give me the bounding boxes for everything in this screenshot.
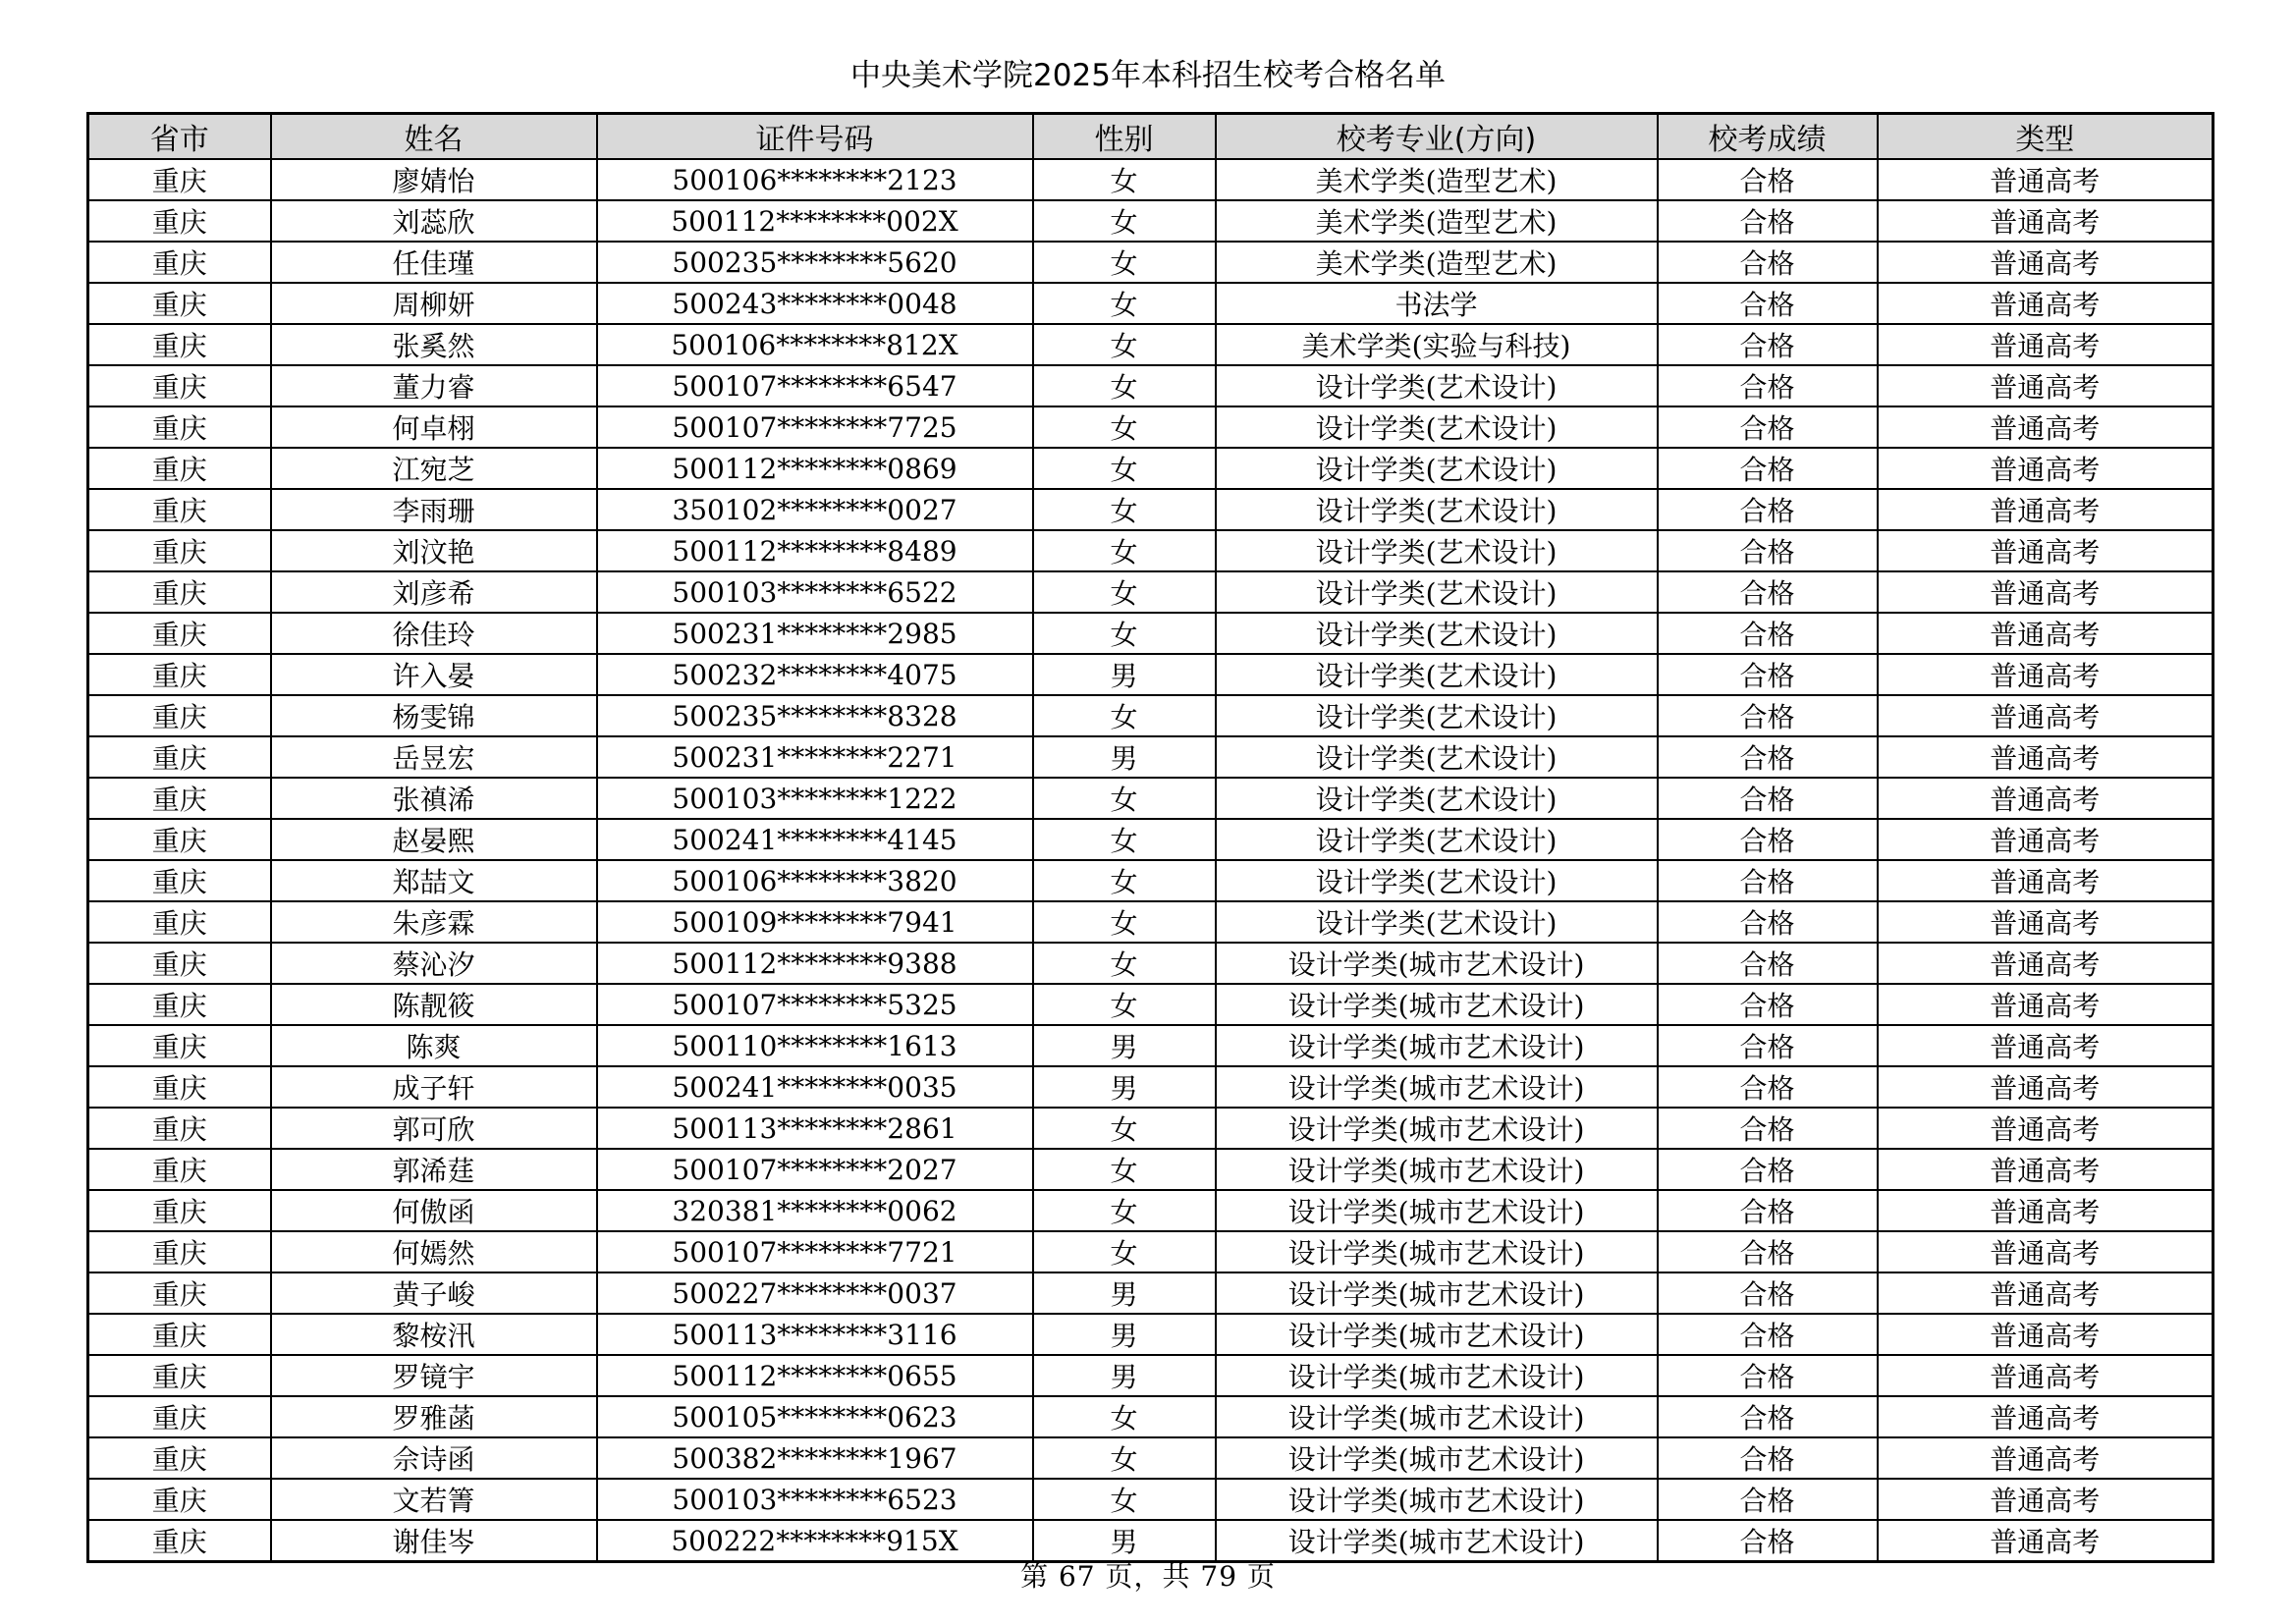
province-cell: 重庆: [88, 406, 271, 448]
id-number-cell: 500227********0037: [597, 1272, 1033, 1314]
type-cell: 普通高考: [1878, 1272, 2214, 1314]
table-row: [88, 324, 2214, 365]
gender-cell: 女: [1033, 819, 1216, 860]
province-cell: 重庆: [88, 819, 271, 860]
table-row: [88, 1272, 2214, 1314]
type-cell: 普通高考: [1878, 242, 2214, 283]
major-cell: 设计学类(艺术设计): [1216, 654, 1658, 695]
major-cell: 设计学类(城市艺术设计): [1216, 943, 1658, 984]
major-cell: 设计学类(城市艺术设计): [1216, 1520, 1658, 1562]
major-cell: 设计学类(艺术设计): [1216, 736, 1658, 778]
result-cell: 合格: [1658, 406, 1878, 448]
name-cell: 赵晏熙: [271, 819, 597, 860]
table-row: [88, 778, 2214, 819]
province-cell: 重庆: [88, 242, 271, 283]
type-cell: 普通高考: [1878, 530, 2214, 571]
type-cell: 普通高考: [1878, 1149, 2214, 1190]
result-cell: 合格: [1658, 1272, 1878, 1314]
type-cell: 普通高考: [1878, 736, 2214, 778]
id-number-cell: 500222********915X: [597, 1520, 1033, 1562]
table-row: [88, 819, 2214, 860]
result-cell: 合格: [1658, 1355, 1878, 1396]
id-number-cell: 500103********6522: [597, 571, 1033, 613]
id-number-cell: 500105********0623: [597, 1396, 1033, 1437]
id-number-cell: 500241********0035: [597, 1066, 1033, 1108]
name-cell: 张奚然: [271, 324, 597, 365]
column-header-major: 校考专业(方向): [1216, 114, 1658, 160]
table-row: [88, 1396, 2214, 1437]
major-cell: 设计学类(城市艺术设计): [1216, 1314, 1658, 1355]
table-header-row: [88, 114, 2214, 160]
gender-cell: 女: [1033, 406, 1216, 448]
province-cell: 重庆: [88, 1520, 271, 1562]
id-number-cell: 500112********8489: [597, 530, 1033, 571]
result-cell: 合格: [1658, 1231, 1878, 1272]
gender-cell: 女: [1033, 365, 1216, 406]
province-cell: 重庆: [88, 1396, 271, 1437]
province-cell: 重庆: [88, 1025, 271, 1066]
name-cell: 江宛芝: [271, 448, 597, 489]
result-cell: 合格: [1658, 654, 1878, 695]
table-row: [88, 1108, 2214, 1149]
province-cell: 重庆: [88, 778, 271, 819]
result-cell: 合格: [1658, 283, 1878, 324]
type-cell: 普通高考: [1878, 1479, 2214, 1520]
table-row: [88, 736, 2214, 778]
type-cell: 普通高考: [1878, 778, 2214, 819]
result-cell: 合格: [1658, 530, 1878, 571]
name-cell: 廖婧怡: [271, 159, 597, 200]
gender-cell: 女: [1033, 1108, 1216, 1149]
province-cell: 重庆: [88, 489, 271, 530]
name-cell: 董力睿: [271, 365, 597, 406]
province-cell: 重庆: [88, 1190, 271, 1231]
province-cell: 重庆: [88, 159, 271, 200]
id-number-cell: 320381********0062: [597, 1190, 1033, 1231]
name-cell: 佘诗函: [271, 1437, 597, 1479]
type-cell: 普通高考: [1878, 283, 2214, 324]
major-cell: 设计学类(城市艺术设计): [1216, 1066, 1658, 1108]
table-row: [88, 860, 2214, 901]
result-cell: 合格: [1658, 1066, 1878, 1108]
major-cell: 美术学类(实验与科技): [1216, 324, 1658, 365]
table-row: [88, 200, 2214, 242]
gender-cell: 女: [1033, 695, 1216, 736]
column-header-gender: 性别: [1033, 114, 1216, 160]
id-number-cell: 500109********7941: [597, 901, 1033, 943]
gender-cell: 男: [1033, 736, 1216, 778]
gender-cell: 女: [1033, 943, 1216, 984]
gender-cell: 女: [1033, 1479, 1216, 1520]
table-row: [88, 283, 2214, 324]
province-cell: 重庆: [88, 283, 271, 324]
result-cell: 合格: [1658, 1314, 1878, 1355]
gender-cell: 男: [1033, 1272, 1216, 1314]
id-number-cell: 500112********002X: [597, 200, 1033, 242]
name-cell: 刘蕊欣: [271, 200, 597, 242]
major-cell: 设计学类(艺术设计): [1216, 819, 1658, 860]
gender-cell: 女: [1033, 571, 1216, 613]
name-cell: 张禛浠: [271, 778, 597, 819]
result-cell: 合格: [1658, 860, 1878, 901]
major-cell: 设计学类(城市艺术设计): [1216, 1108, 1658, 1149]
name-cell: 罗镜宇: [271, 1355, 597, 1396]
province-cell: 重庆: [88, 1231, 271, 1272]
id-number-cell: 500382********1967: [597, 1437, 1033, 1479]
result-cell: 合格: [1658, 365, 1878, 406]
result-cell: 合格: [1658, 200, 1878, 242]
type-cell: 普通高考: [1878, 1314, 2214, 1355]
name-cell: 谢佳岑: [271, 1520, 597, 1562]
gender-cell: 男: [1033, 1066, 1216, 1108]
major-cell: 设计学类(城市艺术设计): [1216, 984, 1658, 1025]
province-cell: 重庆: [88, 530, 271, 571]
type-cell: 普通高考: [1878, 613, 2214, 654]
column-header-province: 省市: [88, 114, 271, 160]
result-cell: 合格: [1658, 984, 1878, 1025]
province-cell: 重庆: [88, 448, 271, 489]
table-row: [88, 1355, 2214, 1396]
table-row: [88, 984, 2214, 1025]
name-cell: 何傲函: [271, 1190, 597, 1231]
major-cell: 设计学类(城市艺术设计): [1216, 1272, 1658, 1314]
gender-cell: 男: [1033, 1314, 1216, 1355]
major-cell: 设计学类(艺术设计): [1216, 860, 1658, 901]
name-cell: 郑喆文: [271, 860, 597, 901]
table-row: [88, 365, 2214, 406]
column-header-name: 姓名: [271, 114, 597, 160]
name-cell: 蔡沁汐: [271, 943, 597, 984]
major-cell: 书法学: [1216, 283, 1658, 324]
table-row: [88, 406, 2214, 448]
gender-cell: 女: [1033, 489, 1216, 530]
province-cell: 重庆: [88, 860, 271, 901]
table-row: [88, 695, 2214, 736]
gender-cell: 女: [1033, 1396, 1216, 1437]
result-cell: 合格: [1658, 1149, 1878, 1190]
type-cell: 普通高考: [1878, 1066, 2214, 1108]
major-cell: 设计学类(艺术设计): [1216, 448, 1658, 489]
name-cell: 刘彦希: [271, 571, 597, 613]
id-number-cell: 500103********1222: [597, 778, 1033, 819]
column-header-id-number: 证件号码: [597, 114, 1033, 160]
province-cell: 重庆: [88, 365, 271, 406]
type-cell: 普通高考: [1878, 901, 2214, 943]
name-cell: 徐佳玲: [271, 613, 597, 654]
type-cell: 普通高考: [1878, 1190, 2214, 1231]
id-number-cell: 500106********3820: [597, 860, 1033, 901]
id-number-cell: 500106********2123: [597, 159, 1033, 200]
type-cell: 普通高考: [1878, 943, 2214, 984]
table-row: [88, 489, 2214, 530]
name-cell: 任佳瑾: [271, 242, 597, 283]
major-cell: 美术学类(造型艺术): [1216, 200, 1658, 242]
result-cell: 合格: [1658, 778, 1878, 819]
province-cell: 重庆: [88, 613, 271, 654]
name-cell: 成子轩: [271, 1066, 597, 1108]
major-cell: 设计学类(城市艺术设计): [1216, 1437, 1658, 1479]
id-number-cell: 500110********1613: [597, 1025, 1033, 1066]
name-cell: 黎桉汛: [271, 1314, 597, 1355]
id-number-cell: 500103********6523: [597, 1479, 1033, 1520]
id-number-cell: 350102********0027: [597, 489, 1033, 530]
province-cell: 重庆: [88, 1437, 271, 1479]
province-cell: 重庆: [88, 571, 271, 613]
table-row: [88, 1190, 2214, 1231]
type-cell: 普通高考: [1878, 159, 2214, 200]
type-cell: 普通高考: [1878, 324, 2214, 365]
id-number-cell: 500107********6547: [597, 365, 1033, 406]
province-cell: 重庆: [88, 654, 271, 695]
major-cell: 美术学类(造型艺术): [1216, 242, 1658, 283]
result-cell: 合格: [1658, 1108, 1878, 1149]
name-cell: 何嫣然: [271, 1231, 597, 1272]
major-cell: 设计学类(城市艺术设计): [1216, 1149, 1658, 1190]
table-row: [88, 242, 2214, 283]
type-cell: 普通高考: [1878, 1231, 2214, 1272]
name-cell: 许入晏: [271, 654, 597, 695]
result-cell: 合格: [1658, 736, 1878, 778]
major-cell: 设计学类(城市艺术设计): [1216, 1355, 1658, 1396]
result-cell: 合格: [1658, 242, 1878, 283]
province-cell: 重庆: [88, 1108, 271, 1149]
gender-cell: 女: [1033, 1149, 1216, 1190]
result-cell: 合格: [1658, 695, 1878, 736]
table-row: [88, 1437, 2214, 1479]
id-number-cell: 500231********2271: [597, 736, 1033, 778]
table-row: [88, 159, 2214, 200]
province-cell: 重庆: [88, 1479, 271, 1520]
province-cell: 重庆: [88, 901, 271, 943]
major-cell: 设计学类(艺术设计): [1216, 695, 1658, 736]
type-cell: 普通高考: [1878, 1025, 2214, 1066]
name-cell: 李雨珊: [271, 489, 597, 530]
column-header-result: 校考成绩: [1658, 114, 1878, 160]
type-cell: 普通高考: [1878, 1355, 2214, 1396]
major-cell: 设计学类(城市艺术设计): [1216, 1025, 1658, 1066]
result-cell: 合格: [1658, 613, 1878, 654]
major-cell: 设计学类(艺术设计): [1216, 530, 1658, 571]
gender-cell: 女: [1033, 242, 1216, 283]
result-cell: 合格: [1658, 1520, 1878, 1562]
name-cell: 何卓栩: [271, 406, 597, 448]
gender-cell: 女: [1033, 283, 1216, 324]
major-cell: 设计学类(艺术设计): [1216, 571, 1658, 613]
gender-cell: 女: [1033, 860, 1216, 901]
table-row: [88, 448, 2214, 489]
table-row: [88, 654, 2214, 695]
gender-cell: 女: [1033, 613, 1216, 654]
gender-cell: 男: [1033, 1355, 1216, 1396]
name-cell: 陈爽: [271, 1025, 597, 1066]
major-cell: 设计学类(艺术设计): [1216, 901, 1658, 943]
table-row: [88, 1479, 2214, 1520]
province-cell: 重庆: [88, 1272, 271, 1314]
table-row: [88, 1231, 2214, 1272]
gender-cell: 女: [1033, 200, 1216, 242]
id-number-cell: 500112********9388: [597, 943, 1033, 984]
table-body: [88, 159, 2214, 1562]
type-cell: 普通高考: [1878, 695, 2214, 736]
type-cell: 普通高考: [1878, 200, 2214, 242]
province-cell: 重庆: [88, 1314, 271, 1355]
province-cell: 重庆: [88, 200, 271, 242]
type-cell: 普通高考: [1878, 406, 2214, 448]
result-cell: 合格: [1658, 943, 1878, 984]
id-number-cell: 500235********8328: [597, 695, 1033, 736]
gender-cell: 女: [1033, 1231, 1216, 1272]
type-cell: 普通高考: [1878, 860, 2214, 901]
id-number-cell: 500113********3116: [597, 1314, 1033, 1355]
result-cell: 合格: [1658, 159, 1878, 200]
type-cell: 普通高考: [1878, 489, 2214, 530]
province-cell: 重庆: [88, 943, 271, 984]
name-cell: 文若箐: [271, 1479, 597, 1520]
admission-list-table: [86, 112, 2214, 1563]
major-cell: 美术学类(造型艺术): [1216, 159, 1658, 200]
id-number-cell: 500107********7725: [597, 406, 1033, 448]
table-row: [88, 1066, 2214, 1108]
table-row: [88, 1149, 2214, 1190]
result-cell: 合格: [1658, 1479, 1878, 1520]
type-cell: 普通高考: [1878, 448, 2214, 489]
table-row: [88, 1314, 2214, 1355]
id-number-cell: 500107********2027: [597, 1149, 1033, 1190]
major-cell: 设计学类(城市艺术设计): [1216, 1190, 1658, 1231]
major-cell: 设计学类(艺术设计): [1216, 406, 1658, 448]
type-cell: 普通高考: [1878, 1520, 2214, 1562]
type-cell: 普通高考: [1878, 1437, 2214, 1479]
result-cell: 合格: [1658, 1396, 1878, 1437]
gender-cell: 女: [1033, 901, 1216, 943]
id-number-cell: 500231********2985: [597, 613, 1033, 654]
name-cell: 周柳妍: [271, 283, 597, 324]
result-cell: 合格: [1658, 819, 1878, 860]
name-cell: 郭可欣: [271, 1108, 597, 1149]
gender-cell: 男: [1033, 1025, 1216, 1066]
name-cell: 岳昱宏: [271, 736, 597, 778]
id-number-cell: 500107********7721: [597, 1231, 1033, 1272]
province-cell: 重庆: [88, 736, 271, 778]
province-cell: 重庆: [88, 1066, 271, 1108]
province-cell: 重庆: [88, 1355, 271, 1396]
province-cell: 重庆: [88, 695, 271, 736]
id-number-cell: 500112********0655: [597, 1355, 1033, 1396]
table-row: [88, 530, 2214, 571]
type-cell: 普通高考: [1878, 654, 2214, 695]
id-number-cell: 500113********2861: [597, 1108, 1033, 1149]
result-cell: 合格: [1658, 1025, 1878, 1066]
type-cell: 普通高考: [1878, 571, 2214, 613]
gender-cell: 男: [1033, 654, 1216, 695]
major-cell: 设计学类(艺术设计): [1216, 613, 1658, 654]
name-cell: 黄子峻: [271, 1272, 597, 1314]
gender-cell: 女: [1033, 1190, 1216, 1231]
table-row: [88, 901, 2214, 943]
major-cell: 设计学类(艺术设计): [1216, 365, 1658, 406]
type-cell: 普通高考: [1878, 984, 2214, 1025]
page-footer: 第 67 页，共 79 页: [1020, 1560, 1276, 1593]
table-row: [88, 1025, 2214, 1066]
id-number-cell: 500235********5620: [597, 242, 1033, 283]
id-number-cell: 500107********5325: [597, 984, 1033, 1025]
id-number-cell: 500243********0048: [597, 283, 1033, 324]
name-cell: 朱彦霖: [271, 901, 597, 943]
result-cell: 合格: [1658, 901, 1878, 943]
id-number-cell: 500106********812X: [597, 324, 1033, 365]
table-row: [88, 613, 2214, 654]
result-cell: 合格: [1658, 448, 1878, 489]
id-number-cell: 500112********0869: [597, 448, 1033, 489]
gender-cell: 女: [1033, 448, 1216, 489]
name-cell: 陈靓筱: [271, 984, 597, 1025]
major-cell: 设计学类(城市艺术设计): [1216, 1479, 1658, 1520]
page-title: 中央美术学院2025年本科招生校考合格名单: [850, 58, 1446, 93]
province-cell: 重庆: [88, 1149, 271, 1190]
major-cell: 设计学类(艺术设计): [1216, 489, 1658, 530]
major-cell: 设计学类(城市艺术设计): [1216, 1396, 1658, 1437]
name-cell: 杨雯锦: [271, 695, 597, 736]
type-cell: 普通高考: [1878, 819, 2214, 860]
name-cell: 郭浠莛: [271, 1149, 597, 1190]
province-cell: 重庆: [88, 324, 271, 365]
name-cell: 刘汶艳: [271, 530, 597, 571]
id-number-cell: 500241********4145: [597, 819, 1033, 860]
gender-cell: 男: [1033, 1520, 1216, 1562]
result-cell: 合格: [1658, 324, 1878, 365]
gender-cell: 女: [1033, 778, 1216, 819]
result-cell: 合格: [1658, 1190, 1878, 1231]
gender-cell: 女: [1033, 159, 1216, 200]
id-number-cell: 500232********4075: [597, 654, 1033, 695]
type-cell: 普通高考: [1878, 365, 2214, 406]
type-cell: 普通高考: [1878, 1396, 2214, 1437]
gender-cell: 女: [1033, 1437, 1216, 1479]
type-cell: 普通高考: [1878, 1108, 2214, 1149]
result-cell: 合格: [1658, 489, 1878, 530]
gender-cell: 女: [1033, 324, 1216, 365]
province-cell: 重庆: [88, 984, 271, 1025]
column-header-type: 类型: [1878, 114, 2214, 160]
major-cell: 设计学类(艺术设计): [1216, 778, 1658, 819]
table-row: [88, 571, 2214, 613]
table-row: [88, 943, 2214, 984]
result-cell: 合格: [1658, 571, 1878, 613]
result-cell: 合格: [1658, 1437, 1878, 1479]
major-cell: 设计学类(城市艺术设计): [1216, 1231, 1658, 1272]
gender-cell: 女: [1033, 984, 1216, 1025]
name-cell: 罗雅菡: [271, 1396, 597, 1437]
gender-cell: 女: [1033, 530, 1216, 571]
